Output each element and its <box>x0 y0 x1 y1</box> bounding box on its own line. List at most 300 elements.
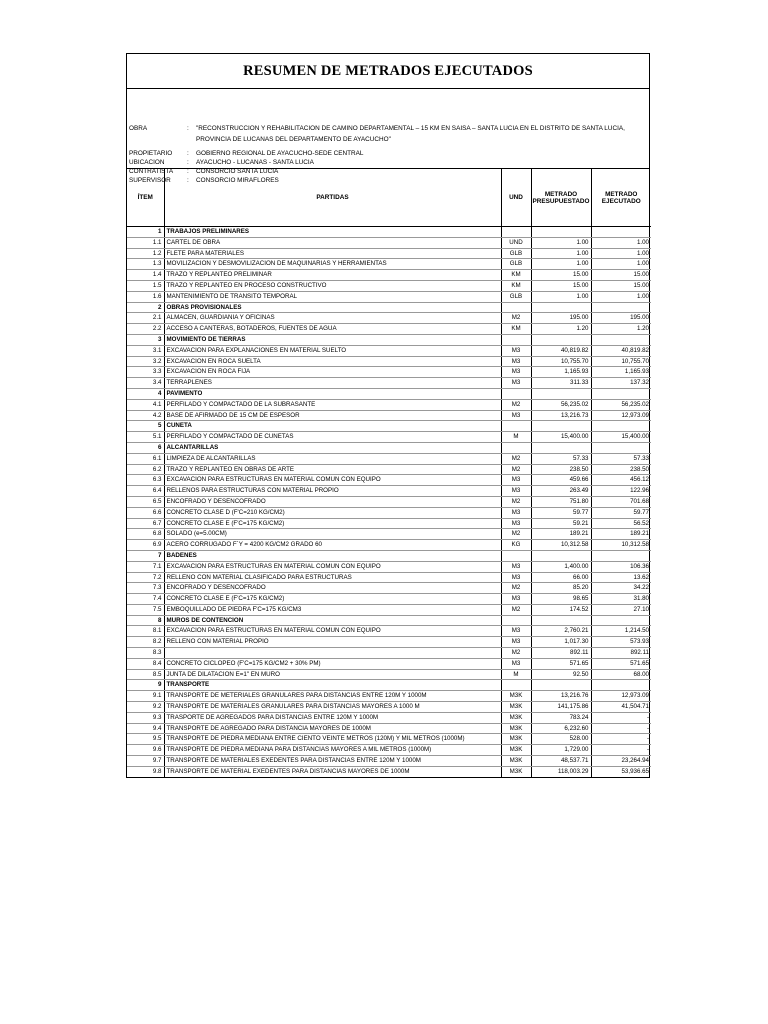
table-row <box>127 324 651 335</box>
ejecutado-cell <box>591 302 651 313</box>
column-header-und: UND <box>501 169 531 227</box>
table-row <box>127 399 651 410</box>
table-row <box>127 453 651 464</box>
item-cell: 5 <box>127 421 164 432</box>
unit-cell <box>501 615 531 626</box>
item-cell: 3.4 <box>127 378 164 389</box>
ejecutado-cell: 238.50 <box>591 464 651 475</box>
unit-cell: M3 <box>501 658 531 669</box>
presupuestado-cell: 15,400.00 <box>531 432 591 443</box>
item-cell: 6 <box>127 442 164 453</box>
title-box <box>127 54 649 89</box>
presupuestado-cell: 13,216.76 <box>531 691 591 702</box>
presupuestado-cell: 2,760.21 <box>531 626 591 637</box>
ubicacion-label: UBICACION <box>129 159 165 166</box>
item-cell: 6.7 <box>127 518 164 529</box>
header-row-ubicacion <box>129 158 647 167</box>
unit-cell: M2 <box>501 399 531 410</box>
table-row <box>127 378 651 389</box>
table-row <box>127 594 651 605</box>
ejecutado-cell: 27.10 <box>591 604 651 615</box>
ejecutado-cell <box>591 227 651 238</box>
partida-cell: TRANSPORTE DE AGREGADO PARA DISTANCIA MAYORES DE 1000M <box>164 723 501 734</box>
partida-cell: TRANSPORTE DE PIEDRA MEDIANA ENTRE CIENTO VEINTE METROS (120M) Y MIL METROS (1000M) <box>164 734 501 745</box>
ejecutado-cell <box>591 615 651 626</box>
propietario-colon: : <box>187 150 189 157</box>
table-row <box>127 540 651 551</box>
report-title: RESUMEN DE METRADOS EJECUTADOS <box>243 62 533 79</box>
ejecutado-cell: 23,264.94 <box>591 756 651 767</box>
unit-cell: M3 <box>501 378 531 389</box>
ejecutado-cell <box>591 388 651 399</box>
ejecutado-cell <box>591 550 651 561</box>
column-header-item: ÍTEM <box>127 169 164 227</box>
unit-cell: M3 <box>501 345 531 356</box>
partida-cell: TRASPORTE DE AGREGADOS PARA DISTANCIAS ENTRE 120M Y 1000M <box>164 712 501 723</box>
ejecutado-cell: 13.62 <box>591 572 651 583</box>
partida-cell: ACERO CORRUGADO F`Y = 4200 KG/CM2 GRADO 60 <box>164 540 501 551</box>
unit-cell: M2 <box>501 648 531 659</box>
item-cell: 7.5 <box>127 604 164 615</box>
presupuestado-cell: 528.00 <box>531 734 591 745</box>
header-row-obra-cont <box>129 135 647 144</box>
unit-cell: M3K <box>501 691 531 702</box>
ejecutado-cell: 12,973.09 <box>591 410 651 421</box>
table-row <box>127 604 651 615</box>
partida-cell: TRANSPORTE DE PIEDRA MEDIANA PARA DISTANCIAS MAYORES A MIL METROS (1000M) <box>164 745 501 756</box>
item-cell: 6.8 <box>127 529 164 540</box>
presupuestado-cell: 1,729.00 <box>531 745 591 756</box>
unit-cell <box>501 421 531 432</box>
ejecutado-cell: 1.00 <box>591 248 651 259</box>
unit-cell: M <box>501 669 531 680</box>
contratista-label: CONTRATISTA <box>129 168 174 175</box>
unit-cell <box>501 227 531 238</box>
partida-cell: JUNTA DE DILATACION E=1" EN MURO <box>164 669 501 680</box>
item-cell: 7.3 <box>127 583 164 594</box>
presupuestado-cell <box>531 615 591 626</box>
partida-cell: CONCRETO CLASE E (F'C=175 KG/CM2) <box>164 518 501 529</box>
partida-cell: BADENES <box>164 550 501 561</box>
ejecutado-cell: 15.00 <box>591 270 651 281</box>
presupuestado-cell <box>531 388 591 399</box>
ejecutado-cell: 34.22 <box>591 583 651 594</box>
ejecutado-cell: 68.00 <box>591 669 651 680</box>
presupuestado-cell: 892.11 <box>531 648 591 659</box>
section-row <box>127 442 651 453</box>
item-cell: 5.1 <box>127 432 164 443</box>
metrados-table <box>127 169 651 777</box>
table-row <box>127 723 651 734</box>
unit-cell: M2 <box>501 313 531 324</box>
partida-cell: TRABAJOS PRELIMINARES <box>164 227 501 238</box>
item-cell: 7.2 <box>127 572 164 583</box>
unit-cell: M3 <box>501 486 531 497</box>
partida-cell: CUNETA <box>164 421 501 432</box>
partida-cell: TRANSPORTE DE MATERIALES GRANULARES PARA DISTANCIAS MAYORES A 1000 M <box>164 702 501 713</box>
item-cell: 8 <box>127 615 164 626</box>
partida-cell: CONCRETO CLASE E (F'C=175 KG/CM2) <box>164 594 501 605</box>
unit-cell <box>501 442 531 453</box>
unit-cell <box>501 334 531 345</box>
item-cell: 8.3 <box>127 648 164 659</box>
presupuestado-cell <box>531 421 591 432</box>
unit-cell: M3K <box>501 756 531 767</box>
unit-cell: M3K <box>501 702 531 713</box>
item-cell: 6.6 <box>127 507 164 518</box>
partida-cell: MOVIMIENTO DE TIERRAS <box>164 334 501 345</box>
partida-cell: ALMACEN, GUARDIANIA Y OFICINAS <box>164 313 501 324</box>
item-cell: 6.3 <box>127 475 164 486</box>
item-cell: 9.3 <box>127 712 164 723</box>
partida-cell: MUROS DE CONTENCION <box>164 615 501 626</box>
section-row <box>127 388 651 399</box>
unit-cell: M3 <box>501 572 531 583</box>
unit-cell: UND <box>501 237 531 248</box>
presupuestado-cell <box>531 550 591 561</box>
unit-cell: M2 <box>501 604 531 615</box>
unit-cell: M2 <box>501 464 531 475</box>
unit-cell: M3 <box>501 475 531 486</box>
partida-cell: RELLENO CON MATERIAL CLASIFICADO PARA ESTRUCTURAS <box>164 572 501 583</box>
ejecutado-cell: 189.21 <box>591 529 651 540</box>
unit-cell: M3K <box>501 745 531 756</box>
partida-cell: TRANSPORTE DE MATERIAL EXEDENTES PARA DISTANCIAS MAYORES DE 1000M <box>164 766 501 776</box>
unit-cell: M2 <box>501 529 531 540</box>
item-cell: 7 <box>127 550 164 561</box>
column-header-presupuestado: METRADO PRESUPUESTADO <box>531 169 591 227</box>
item-cell: 2.2 <box>127 324 164 335</box>
partida-cell: CONCRETO CICLOPEO (F'C=175 KG/CM2 + 30% PM) <box>164 658 501 669</box>
unit-cell <box>501 302 531 313</box>
partida-cell: EXCAVACION EN ROCA FIJA <box>164 367 501 378</box>
presupuestado-cell: 1,400.00 <box>531 561 591 572</box>
item-cell: 8.4 <box>127 658 164 669</box>
table-row <box>127 572 651 583</box>
unit-cell <box>501 550 531 561</box>
table-row <box>127 486 651 497</box>
obra-value-line2: PROVINCIA DE LUCANAS DEL DEPARTAMENTO DE AYACUCHO" <box>196 136 391 143</box>
table-row <box>127 702 651 713</box>
partida-cell: MANTENIMIENTO DE TRANSITO TEMPORAL <box>164 291 501 302</box>
ejecutado-cell: 1,214.50 <box>591 626 651 637</box>
item-cell: 9.8 <box>127 766 164 776</box>
ejecutado-cell: 53,936.65 <box>621 767 649 775</box>
unit-cell: M3 <box>501 507 531 518</box>
unit-cell: M3 <box>501 637 531 648</box>
supervisor-value: CONSORCIO MIRAFLORES <box>196 177 279 184</box>
item-cell: 6.9 <box>127 540 164 551</box>
partida-cell: CONCRETO CLASE D (F'C=210 KG/CM2) <box>164 507 501 518</box>
presupuestado-cell: 118,003.29 <box>531 766 591 776</box>
obra-label: OBRA <box>129 125 148 132</box>
partida-cell: TRAZO Y REPLANTEO PRELIMINAR <box>164 270 501 281</box>
item-cell: 4.1 <box>127 399 164 410</box>
partida-cell: ENCOFRADO Y DESENCOFRADO <box>164 583 501 594</box>
unit-cell: KM <box>501 324 531 335</box>
ejecutado-cell: 15.00 <box>591 280 651 291</box>
presupuestado-cell: 174.52 <box>531 604 591 615</box>
ejecutado-cell: 701.68 <box>591 496 651 507</box>
propietario-value: GOBIERNO REGIONAL DE AYACUCHO-SEDE CENTRAL <box>196 150 364 157</box>
table-row <box>127 280 651 291</box>
item-cell: 6.2 <box>127 464 164 475</box>
partida-cell: EXCAVACION PARA ESTRUCTURAS EN MATERIAL COMUN CON EQUIPO <box>164 561 501 572</box>
presupuestado-cell <box>531 334 591 345</box>
presupuestado-cell: 13,216.73 <box>531 410 591 421</box>
ejecutado-cell: - <box>591 712 651 723</box>
item-cell: 9 <box>127 680 164 691</box>
presupuestado-cell: 66.00 <box>531 572 591 583</box>
section-row <box>127 680 651 691</box>
ejecutado-cell: 10,755.70 <box>591 356 651 367</box>
item-cell: 3.1 <box>127 345 164 356</box>
partida-cell: OBRAS PROVISIONALES <box>164 302 501 313</box>
item-cell: 1.3 <box>127 259 164 270</box>
unit-cell: M <box>501 432 531 443</box>
partida-cell: TRAZO Y REPLANTEO EN PROCESO CONSTRUCTIVO <box>164 280 501 291</box>
ejecutado-cell: 106.36 <box>591 561 651 572</box>
table-row <box>127 756 651 767</box>
partida-cell: SOLADO (e=5.00CM) <box>164 529 501 540</box>
propietario-label: PROPIETARIO <box>129 150 173 157</box>
presupuestado-cell: 6,232.60 <box>531 723 591 734</box>
item-cell: 2.1 <box>127 313 164 324</box>
header-row-contratista <box>129 167 647 176</box>
table-row <box>127 432 651 443</box>
header-row-obra <box>129 124 647 133</box>
item-cell: 9.5 <box>127 734 164 745</box>
column-header-ejecutado: METRADO EJECUTADO <box>591 169 651 227</box>
ejecutado-cell: - <box>591 723 651 734</box>
presupuestado-cell: 15.00 <box>531 270 591 281</box>
table-row <box>127 745 651 756</box>
ejecutado-cell: 1.20 <box>591 324 651 335</box>
presupuestado-cell <box>531 442 591 453</box>
partida-cell: EMBOQUILLADO DE PIEDRA F'C=175 KG/CM3 <box>164 604 501 615</box>
unit-cell: M3 <box>501 410 531 421</box>
unit-cell: M3K <box>501 712 531 723</box>
ejecutado-cell: 1.00 <box>591 237 651 248</box>
column-header-partidas: PARTIDAS <box>164 169 501 227</box>
ubicacion-value: AYACUCHO - LUCANAS - SANTA LUCIA <box>196 159 314 166</box>
ejecutado-cell <box>591 421 651 432</box>
table-row <box>127 583 651 594</box>
partida-cell: TRANSPORTE DE METERIALES GRANULARES PARA DISTANCIAS ENTRE 120M Y 1000M <box>164 691 501 702</box>
presupuestado-cell: 1.00 <box>531 248 591 259</box>
item-cell: 4.2 <box>127 410 164 421</box>
ubicacion-colon: : <box>187 159 189 166</box>
partida-cell: EXCAVACION PARA ESTRUCTURAS EN MATERIAL COMUN CON EQUIPO <box>164 626 501 637</box>
unit-cell: M3 <box>501 367 531 378</box>
ejecutado-cell <box>591 334 651 345</box>
section-row <box>127 615 651 626</box>
ejecutado-cell: 15,400.00 <box>591 432 651 443</box>
partida-cell: TRAZO Y REPLANTEO EN OBRAS DE ARTE <box>164 464 501 475</box>
presupuestado-cell: 195.00 <box>531 313 591 324</box>
partida-cell: RELLENO CON MATERIAL PROPIO <box>164 637 501 648</box>
item-cell: 7.4 <box>127 594 164 605</box>
ejecutado-cell: 122.96 <box>591 486 651 497</box>
item-cell: 1.2 <box>127 248 164 259</box>
table-row <box>127 734 651 745</box>
unit-cell: M2 <box>501 453 531 464</box>
contratista-colon: : <box>187 168 189 175</box>
item-cell: 9.7 <box>127 756 164 767</box>
ejecutado-cell: 56.52 <box>591 518 651 529</box>
item-cell: 8.2 <box>127 637 164 648</box>
unit-cell: M3K <box>501 734 531 745</box>
table-row <box>127 626 651 637</box>
table-row <box>127 475 651 486</box>
partida-cell: ENCOFRADO Y DESENCOFRADO <box>164 496 501 507</box>
presupuestado-cell: 783.24 <box>531 712 591 723</box>
supervisor-colon: : <box>187 177 189 184</box>
unit-cell: M2 <box>501 496 531 507</box>
table-row <box>127 367 651 378</box>
partida-cell: EXCAVACION EN ROCA SUELTA <box>164 356 501 367</box>
header-row-supervisor <box>129 176 647 185</box>
ejecutado-cell <box>591 680 651 691</box>
table-row <box>127 658 651 669</box>
item-cell: 1.4 <box>127 270 164 281</box>
table-row <box>127 248 651 259</box>
unit-cell: M3 <box>501 561 531 572</box>
item-cell: 9.1 <box>127 691 164 702</box>
section-row <box>127 550 651 561</box>
partida-cell: RELLENOS PARA ESTRUCTURAS CON MATERIAL PROPIO <box>164 486 501 497</box>
item-cell: 2 <box>127 302 164 313</box>
presupuestado-cell: 1.00 <box>531 237 591 248</box>
table-body <box>127 227 651 777</box>
unit-cell: M2 <box>501 583 531 594</box>
item-cell: 9.6 <box>127 745 164 756</box>
partida-cell: MOVILIZACION Y DESMOVILIZACION DE MAQUINARIAS Y HERRAMIENTAS <box>164 259 501 270</box>
table-row <box>127 669 651 680</box>
presupuestado-cell: 459.66 <box>531 475 591 486</box>
unit-cell: M3 <box>501 594 531 605</box>
presupuestado-cell: 141,175.86 <box>531 702 591 713</box>
ejecutado-cell: 10,312.58 <box>591 540 651 551</box>
presupuestado-cell: 98.65 <box>531 594 591 605</box>
ejecutado-cell: - <box>591 745 651 756</box>
presupuestado-cell <box>531 227 591 238</box>
presupuestado-cell: 238.50 <box>531 464 591 475</box>
table-row <box>127 270 651 281</box>
presupuestado-cell: 311.33 <box>531 378 591 389</box>
presupuestado-cell: 1.00 <box>531 291 591 302</box>
unit-cell <box>501 388 531 399</box>
obra-value: "RECONSTRUCCION Y REHABILITACION DE CAMINO DEPARTAMENTAL – 15 KM EN SAISA – SANTA LUCIA EN EL DISTRITO DE SANTA LUCIA, <box>196 125 625 132</box>
ejecutado-cell: 1.00 <box>591 259 651 270</box>
ejecutado-cell: 573.93 <box>591 637 651 648</box>
table-row <box>127 766 651 776</box>
presupuestado-cell: 10,755.70 <box>531 356 591 367</box>
presupuestado-cell: 189.21 <box>531 529 591 540</box>
table-row <box>127 313 651 324</box>
presupuestado-cell: 751.80 <box>531 496 591 507</box>
table-row <box>127 691 651 702</box>
table-row <box>127 356 651 367</box>
item-cell: 4 <box>127 388 164 399</box>
presupuestado-cell: 59.21 <box>531 518 591 529</box>
unit-cell: GLB <box>501 248 531 259</box>
presupuestado-cell: 15.00 <box>531 280 591 291</box>
item-cell: 3 <box>127 334 164 345</box>
ejecutado-cell: 56,235.02 <box>591 399 651 410</box>
ejecutado-cell: 31.80 <box>591 594 651 605</box>
item-cell: 1 <box>127 227 164 238</box>
table-row <box>127 637 651 648</box>
presupuestado-cell: 56,235.02 <box>531 399 591 410</box>
table-row <box>127 410 651 421</box>
item-cell: 6.1 <box>127 453 164 464</box>
partida-cell: PERFILADO Y COMPACTADO DE CUNETAS <box>164 432 501 443</box>
item-cell: 3.2 <box>127 356 164 367</box>
partida-cell: PERFILADO Y COMPACTADO DE LA SUBRASANTE <box>164 399 501 410</box>
section-row <box>127 302 651 313</box>
partida-cell: TERRAPLENES <box>164 378 501 389</box>
partida-cell: TRANSPORTE DE MATERIALES EXEDENTES PARA DISTANCIAS ENTRE 120M Y 1000M <box>164 756 501 767</box>
table-row <box>127 712 651 723</box>
unit-cell: M3 <box>501 518 531 529</box>
partida-cell: ALCANTARILLAS <box>164 442 501 453</box>
unit-cell: KG <box>501 540 531 551</box>
item-cell: 6.5 <box>127 496 164 507</box>
unit-cell: M3 <box>501 356 531 367</box>
unit-cell: M3K <box>501 723 531 734</box>
ejecutado-cell: 892.11 <box>591 648 651 659</box>
ejecutado-cell: 1,165.93 <box>591 367 651 378</box>
partida-cell: BASE DE AFIRMADO DE 15 CM DE ESPESOR <box>164 410 501 421</box>
ejecutado-cell: 571.65 <box>591 658 651 669</box>
presupuestado-cell: 92.50 <box>531 669 591 680</box>
unit-cell: KM <box>501 270 531 281</box>
ejecutado-cell: 195.00 <box>591 313 651 324</box>
table-row <box>127 518 651 529</box>
partida-cell: EXCAVACION PARA EXPLANACIONES EN MATERIAL SUELTO <box>164 345 501 356</box>
presupuestado-cell: 85.20 <box>531 583 591 594</box>
partida-cell <box>164 648 501 659</box>
presupuestado-cell: 571.65 <box>531 658 591 669</box>
table-row <box>127 464 651 475</box>
ejecutado-cell <box>591 442 651 453</box>
ejecutado-cell: 57.33 <box>591 453 651 464</box>
contratista-value: CONSORCIO SANTA LUCIA <box>196 168 279 175</box>
item-cell: 9.4 <box>127 723 164 734</box>
presupuestado-cell: 48,537.71 <box>531 756 591 767</box>
item-cell: 8.5 <box>127 669 164 680</box>
section-row <box>127 334 651 345</box>
presupuestado-cell: 1,165.93 <box>531 367 591 378</box>
partida-cell: ACCESO A CANTERAS, BOTADEROS, FUENTES DE AGUA <box>164 324 501 335</box>
item-cell: 8.1 <box>127 626 164 637</box>
presupuestado-cell: 10,312.58 <box>531 540 591 551</box>
ejecutado-cell: 1.00 <box>591 291 651 302</box>
unit-cell: GLB <box>501 259 531 270</box>
table-row <box>127 507 651 518</box>
partida-cell: FLETE PARA MATERIALES <box>164 248 501 259</box>
item-cell: 9.2 <box>127 702 164 713</box>
table-row <box>127 237 651 248</box>
partida-cell: TRANSPORTE <box>164 680 501 691</box>
project-header <box>127 89 649 184</box>
unit-cell: M3 <box>501 626 531 637</box>
presupuestado-cell: 1,017.30 <box>531 637 591 648</box>
ejecutado-cell: - <box>591 734 651 745</box>
report-sheet <box>126 53 650 778</box>
unit-cell: KM <box>501 280 531 291</box>
